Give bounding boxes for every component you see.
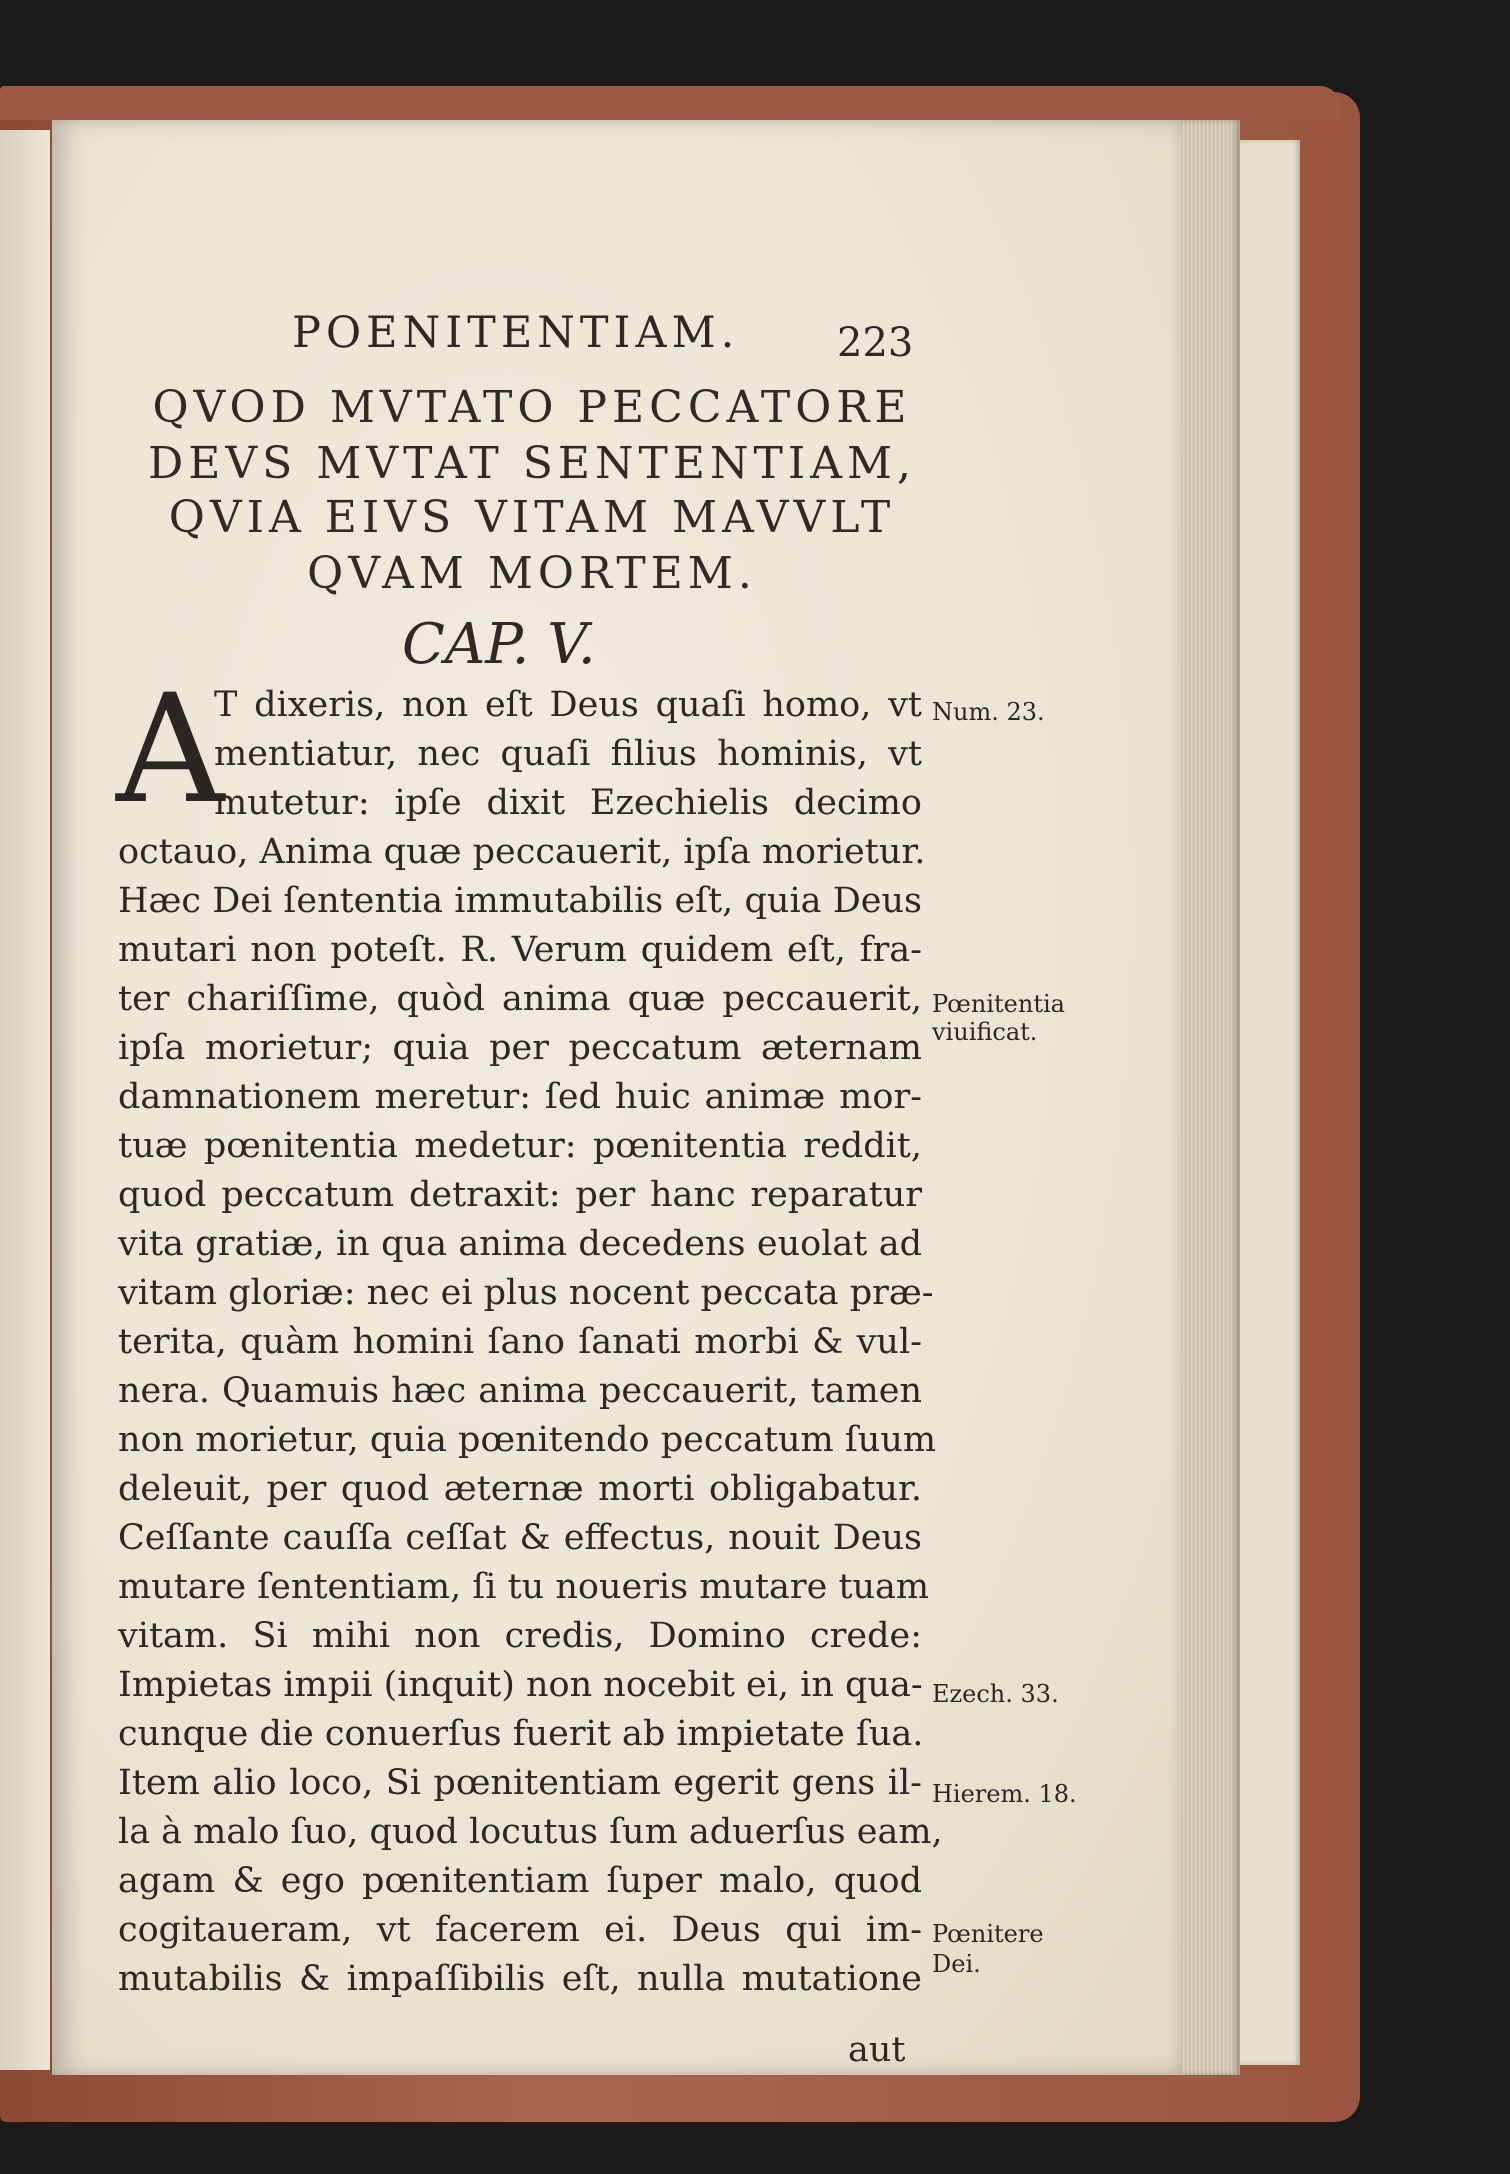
page-block-under: [1240, 140, 1300, 2065]
text-line: mentiatur, nec quaſi filius hominis, vt: [214, 734, 922, 774]
text-line: ter chariſſime, quòd anima quæ peccauerit,: [118, 979, 922, 1019]
text-line: octauo, Anima quæ peccauerit, ipſa morietur.: [118, 832, 926, 872]
text-line: cunque die conuerſus fuerit ab impietate ſua.: [118, 1714, 924, 1754]
text-line: nera. Quamuis hæc anima peccauerit, tamen: [118, 1371, 922, 1411]
heading-line: DEVS MVTAT SENTENTIAM,: [147, 438, 917, 489]
text-line: mutari non poteſt. R. Verum quidem eſt, fra-: [118, 930, 922, 970]
text-line: Impietas impii (inquit) non nocebit ei, in qua-: [118, 1665, 923, 1705]
text-line: tuæ pœnitentia medetur: pœnitentia reddit,: [118, 1126, 922, 1166]
heading-line: QVAM MORTEM.: [307, 548, 757, 599]
book-cover-top: [0, 86, 1340, 120]
drop-capital: A: [116, 663, 225, 837]
text-line: vitam gloriæ: nec ei plus nocent peccata præ-: [118, 1273, 934, 1313]
text-line: Ceſſante cauſſa ceſſat & effectus, nouit Deus: [118, 1518, 922, 1558]
text-line: deleuit, per quod æternæ morti obligabatur.: [118, 1469, 922, 1509]
text-line: mutabilis & impaſſibilis eſt, nulla mutatione: [118, 1959, 922, 1999]
text-line: vitam. Si mihi non credis, Domino crede:: [118, 1616, 922, 1656]
left-page-edge: [0, 130, 50, 2070]
heading-line: QVOD MVTATO PECCATORE: [152, 382, 912, 433]
text-line: Hæc Dei ſententia immutabilis eſt, quia Deus: [118, 881, 922, 921]
text-line: Item alio loco, Si pœnitentiam egerit gens il-: [118, 1763, 922, 1803]
text-line: vita gratiæ, in qua anima decedens euolat ad: [118, 1224, 922, 1264]
text-line: mutetur: ipſe dixit Ezechielis decimo: [214, 783, 922, 823]
text-line: T dixeris, non eſt Deus quaſi homo, vt: [214, 685, 922, 725]
margin-note: Dei.: [932, 1950, 981, 1978]
text-line: mutare ſententiam, ſi tu noueris mutare tuam: [118, 1567, 930, 1607]
margin-note: Pœnitere: [932, 1920, 1044, 1948]
margin-note: Hierem. 18.: [932, 1780, 1077, 1808]
text-line: quod peccatum detraxit: per hanc reparatur: [118, 1175, 922, 1215]
text-line: ipſa morietur; quia per peccatum æternam: [118, 1028, 922, 1068]
margin-note: Pœnitentia: [932, 990, 1065, 1018]
running-head: POENITENTIAM.: [292, 308, 740, 358]
right-page: [52, 120, 1182, 2075]
text-line: cogitaueram, vt facerem ei. Deus qui im-: [118, 1910, 922, 1950]
margin-note: Num. 23.: [932, 698, 1045, 726]
margin-note: viuificat.: [932, 1018, 1038, 1046]
catchword: aut: [848, 2030, 906, 2070]
margin-note: Ezech. 33.: [932, 1680, 1059, 1708]
chapter-title: CAP. V.: [402, 612, 596, 677]
text-line: non morietur, quia pœnitendo peccatum ſuum: [118, 1420, 937, 1460]
heading-line: QVIA EIVS VITAM MAVVLT: [168, 492, 896, 543]
text-line: la à malo ſuo, quod locutus ſum aduerſus eam,: [118, 1812, 943, 1852]
text-line: damnationem meretur: ſed huic animæ mor-: [118, 1077, 922, 1117]
page-number: 223: [837, 320, 914, 366]
text-line: terita, quàm homini ſano ſanati morbi & vul-: [118, 1322, 922, 1362]
page-edges: [1180, 120, 1240, 2075]
text-line: agam & ego pœnitentiam ſuper malo, quod: [118, 1861, 922, 1901]
